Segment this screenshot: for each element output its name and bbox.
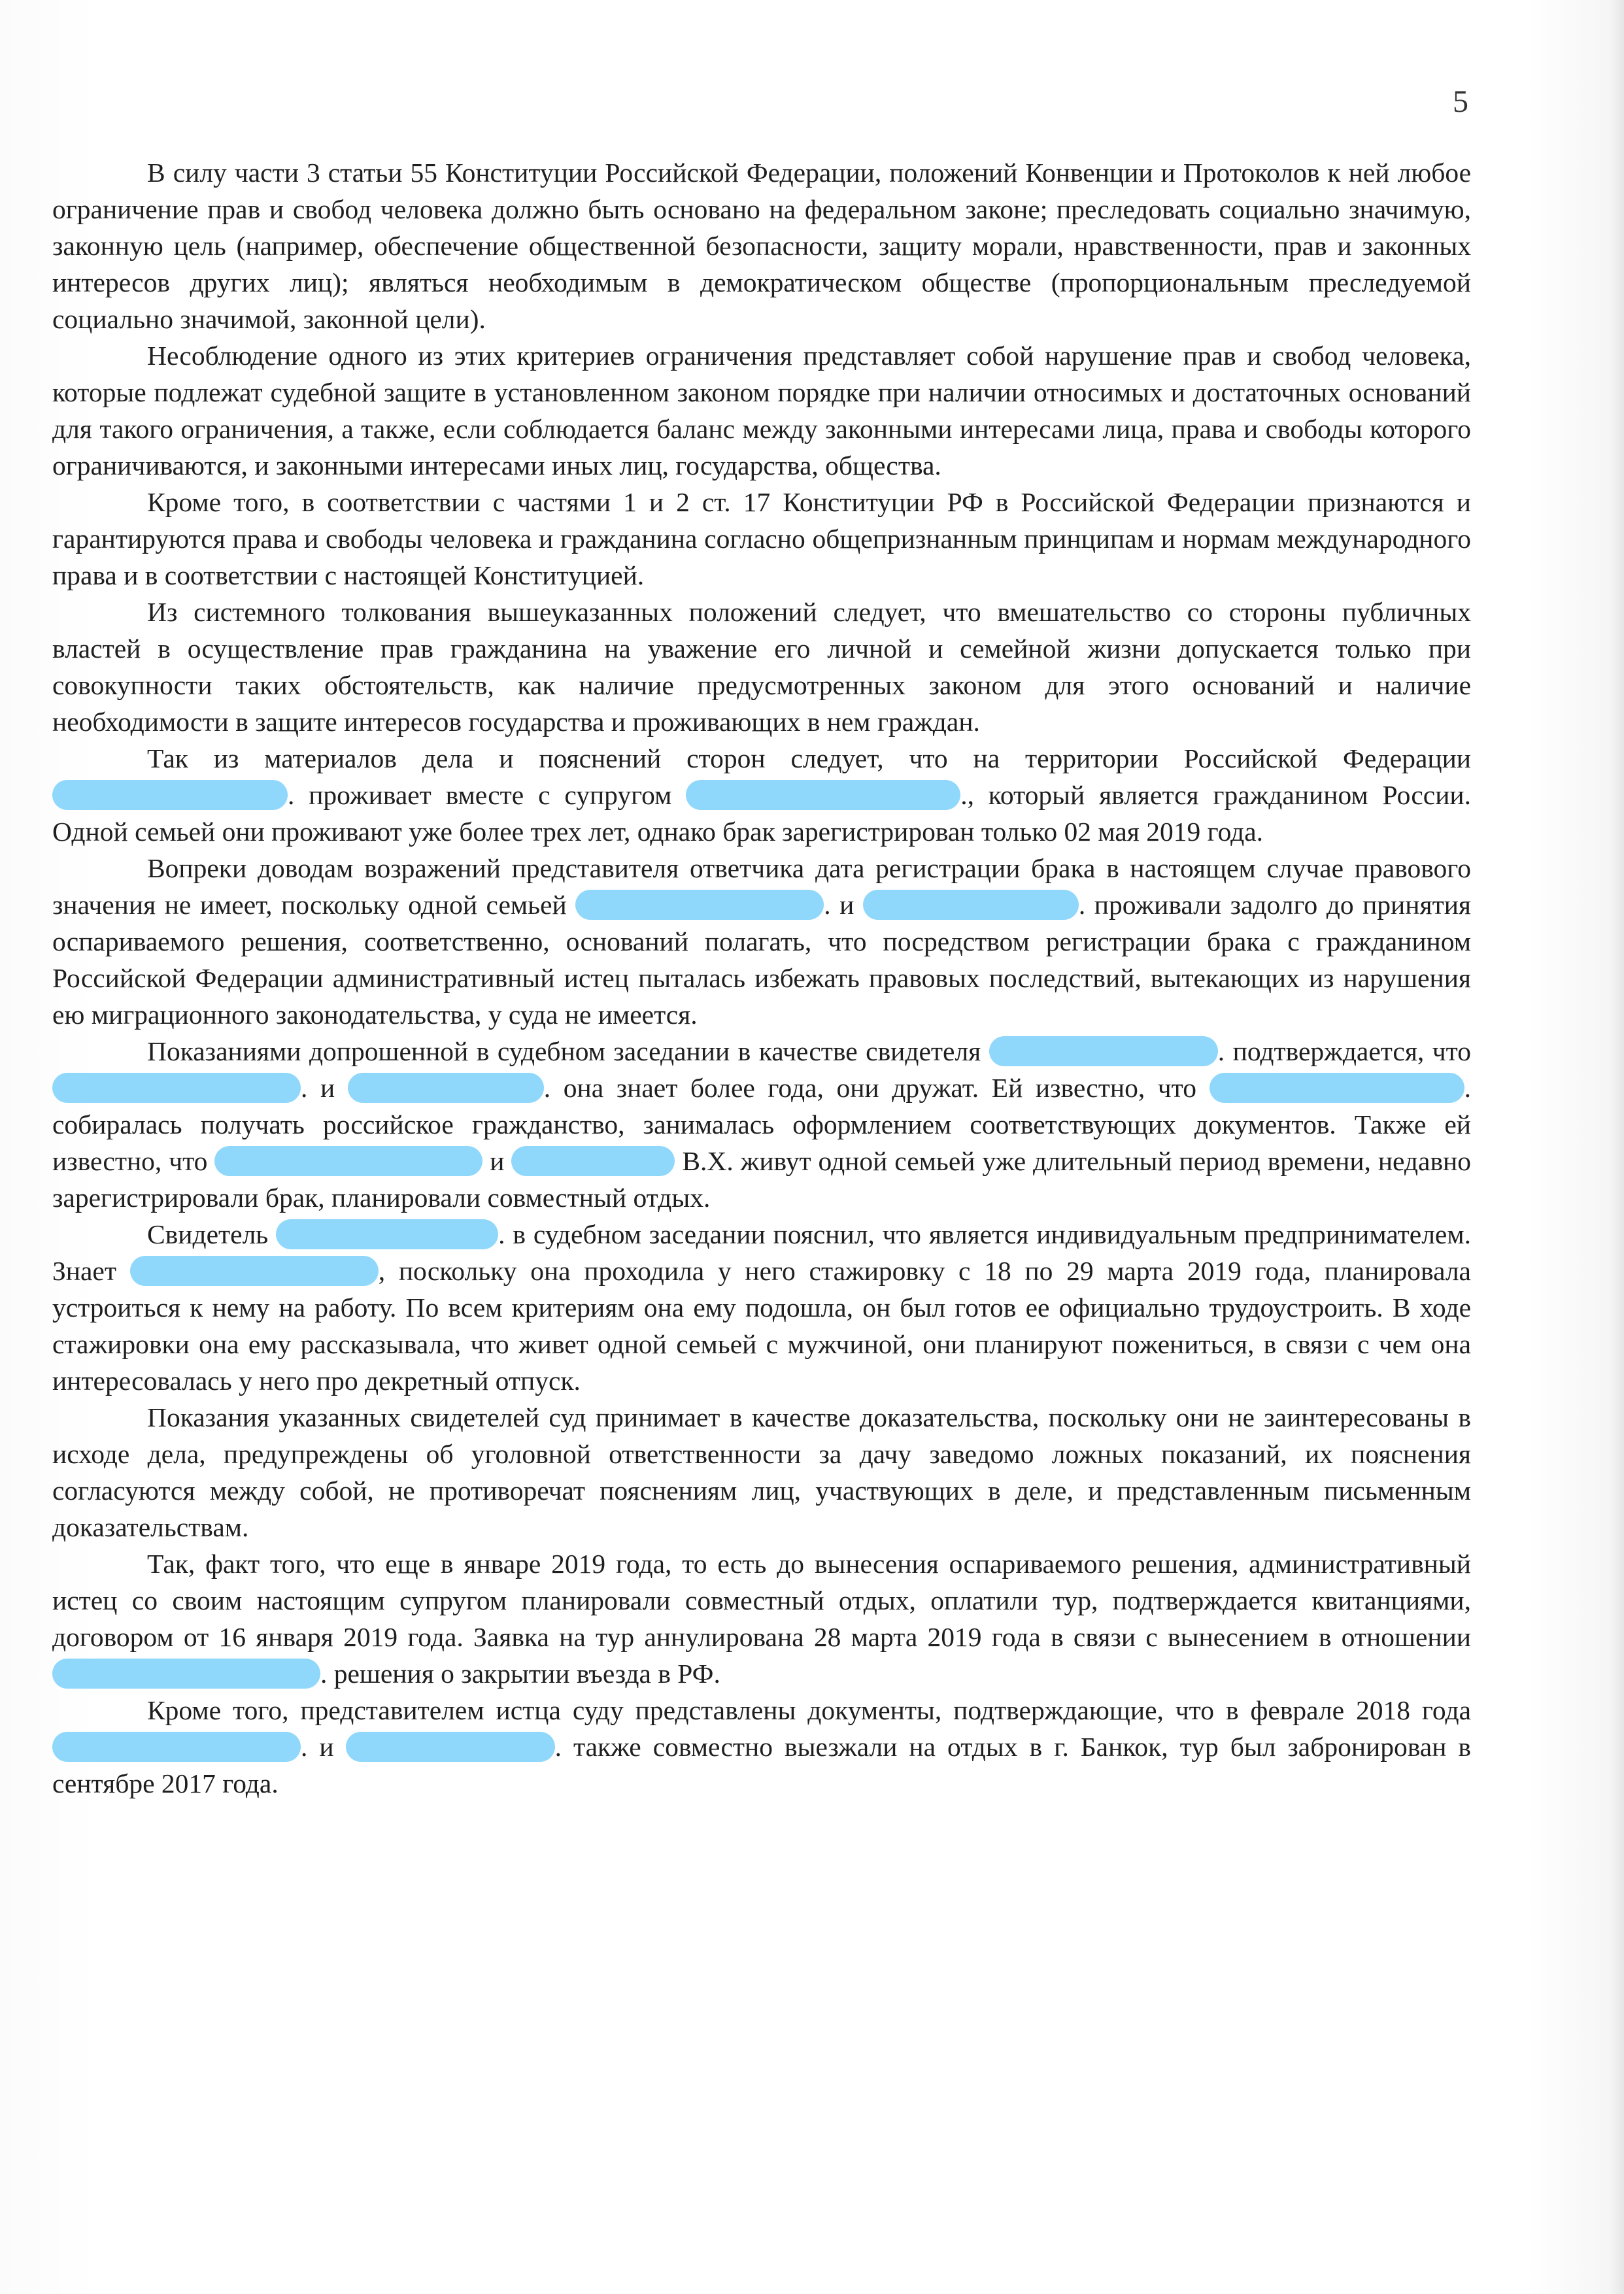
paragraph-text: Так, факт того, что еще в январе 2019 года, то есть до вынесения оспариваемого решения, административный истец со своим настоящим супругом планировали совместный отдых, оплатили тур, подтверждается квитанциями, договором от 16 января 2019 года. Заявка на тур аннулирована 28 марта 2019 года в связи с вынесением в отношении	[52, 1549, 1471, 1652]
paragraph	[52, 484, 1471, 594]
paragraph-text: . подтверждается, что	[1217, 1036, 1471, 1066]
redacted-name	[511, 1146, 675, 1176]
redacted-name	[686, 780, 960, 810]
paragraph-text: Несоблюдение одного из этих критериев ограничения представляет собой нарушение прав и свобод человека, которые подлежат судебной защите в установленном законом порядке при наличии относимых и достаточных оснований для такого ограничения, а также, если соблюдается баланс между законными интересами лица, права и свободы которого ограничиваются, и законными интересами иных лиц, государства, общества.	[52, 341, 1471, 481]
paragraph	[52, 1692, 1471, 1802]
paragraph-text: . решения о закрытии въезда в РФ.	[320, 1659, 720, 1689]
paragraph	[52, 1399, 1471, 1545]
paragraph-text: , поскольку она проходила у него стажировку с 18 по 29 марта 2019 года, планировала устроиться к нему на работу. По всем критериям она ему подошла, он был готов ее официально трудоустроить. В ходе стажировки она ему рассказывала, что живет одной семьей с мужчиной, они планируют пожениться, в связи с чем она интересовалась у него про декретный отпуск.	[52, 1256, 1471, 1396]
paragraph-text: Свидетель	[147, 1219, 277, 1249]
paragraph-text: и	[482, 1146, 512, 1176]
paragraph-text: В.Х. живут одной семьей уже длительный период времени, недавно зарегистрировали брак, планировали совместный отдых.	[52, 1146, 1471, 1213]
redacted-name	[989, 1036, 1218, 1066]
paragraph	[52, 740, 1471, 850]
document-body	[52, 154, 1471, 1802]
paragraph	[52, 1545, 1471, 1692]
paragraph	[52, 1216, 1471, 1399]
paragraph-text: Так из материалов дела и пояснений сторон следует, что на территории Российской Федерации	[147, 743, 1471, 773]
redacted-name	[348, 1073, 544, 1103]
redacted-name	[214, 1146, 482, 1176]
paragraph-text: Вопреки доводам возражений представителя ответчика дата регистрации брака в настоящем случае правового значения не имеет, поскольку одной семьей	[52, 853, 1471, 920]
redacted-name	[52, 780, 288, 810]
paragraph	[52, 594, 1471, 740]
redacted-name	[346, 1732, 555, 1762]
paragraph-text: Из системного толкования вышеуказанных положений следует, что вмешательство со стороны публичных властей в осуществление прав гражданина на уважение его личной и семейной жизни допускается только при совокупности таких обстоятельств, как наличие предусмотренных законом для этого оснований и наличие необходимости в защите интересов государства и проживающих в нем граждан.	[52, 597, 1471, 737]
redacted-name	[52, 1073, 301, 1103]
paragraph-text: В силу части 3 статьи 55 Конституции Российской Федерации, положений Конвенции и Протоколов к ней любое ограничение прав и свобод человека должно быть основано на федеральном законе; преследовать социально значимую, законную цель (например, обеспечение общественной безопасности, защиту морали, нравственности, прав и законных интересов других лиц); являться необходимым в демократическом обществе (пропорциональным преследуемой социально значимой, законной цели).	[52, 158, 1471, 334]
paragraph-text: ., который является гражданином России. Одной семьей они проживают уже более трех лет, однако брак зарегистрирован только 02 мая 2019 года.	[52, 780, 1472, 847]
paragraph	[52, 337, 1471, 484]
redacted-name	[130, 1256, 379, 1286]
redacted-name	[52, 1732, 301, 1762]
paragraph-text: . и	[824, 890, 863, 920]
redacted-name	[575, 890, 824, 920]
redacted-name	[276, 1219, 498, 1249]
paragraph-text: Показания указанных свидетелей суд принимает в качестве доказательства, поскольку они не заинтересованы в исходе дела, предупреждены об уголовной ответственности за дачу заведомо ложных показаний, их пояснения согласуются между собой, не противоречат пояснениям лиц, участвующих в деле, и представленным письменным доказательствам.	[52, 1402, 1471, 1542]
paragraph-text: . в судебном заседании пояснил, что является индивидуальным предпринимателем. Знает	[52, 1219, 1471, 1286]
paragraph	[52, 154, 1471, 337]
redacted-name	[1210, 1073, 1464, 1103]
paragraph-text: Кроме того, представителем истца суду представлены документы, подтверждающие, что в феврале 2018 года	[147, 1695, 1471, 1725]
paragraph	[52, 1033, 1471, 1216]
paragraph-text: Кроме того, в соответствии с частями 1 и 2 ст. 17 Конституции РФ в Российской Федерации признаются и гарантируются права и свободы человека и гражданина согласно общепризнанным принципам и нормам международного права и в соответствии с настоящей Конституцией.	[52, 487, 1471, 590]
paragraph-text: . собиралась получать российское гражданство, занималась оформлением соответствующих документов. Также ей известно, что	[52, 1073, 1471, 1176]
paragraph-text: . и	[301, 1073, 348, 1103]
paragraph-text: . проживали задолго до принятия оспариваемого решения, соответственно, оснований полагать, что посредством регистрации брака с гражданином Российской Федерации административный истец пыталась избежать правовых последствий, вытекающих из нарушения ею миграционного законодательства, у суда не имеется.	[52, 890, 1471, 1030]
redacted-name	[863, 890, 1079, 920]
paragraph-text: . проживает вместе с супругом	[288, 780, 686, 810]
paragraph-text: . она знает более года, они дружат. Ей известно, что	[543, 1073, 1210, 1103]
paragraph-text: . и	[301, 1732, 346, 1762]
paragraph-text: Показаниями допрошенной в судебном заседании в качестве свидетеля	[147, 1036, 989, 1066]
paragraph-text: . также совместно выезжали на отдых в г. Банкок, тур был забронирован в сентябре 2017 года.	[52, 1732, 1472, 1798]
paragraph	[52, 850, 1471, 1033]
page-number: 5	[1453, 84, 1468, 119]
redacted-name	[52, 1659, 320, 1689]
